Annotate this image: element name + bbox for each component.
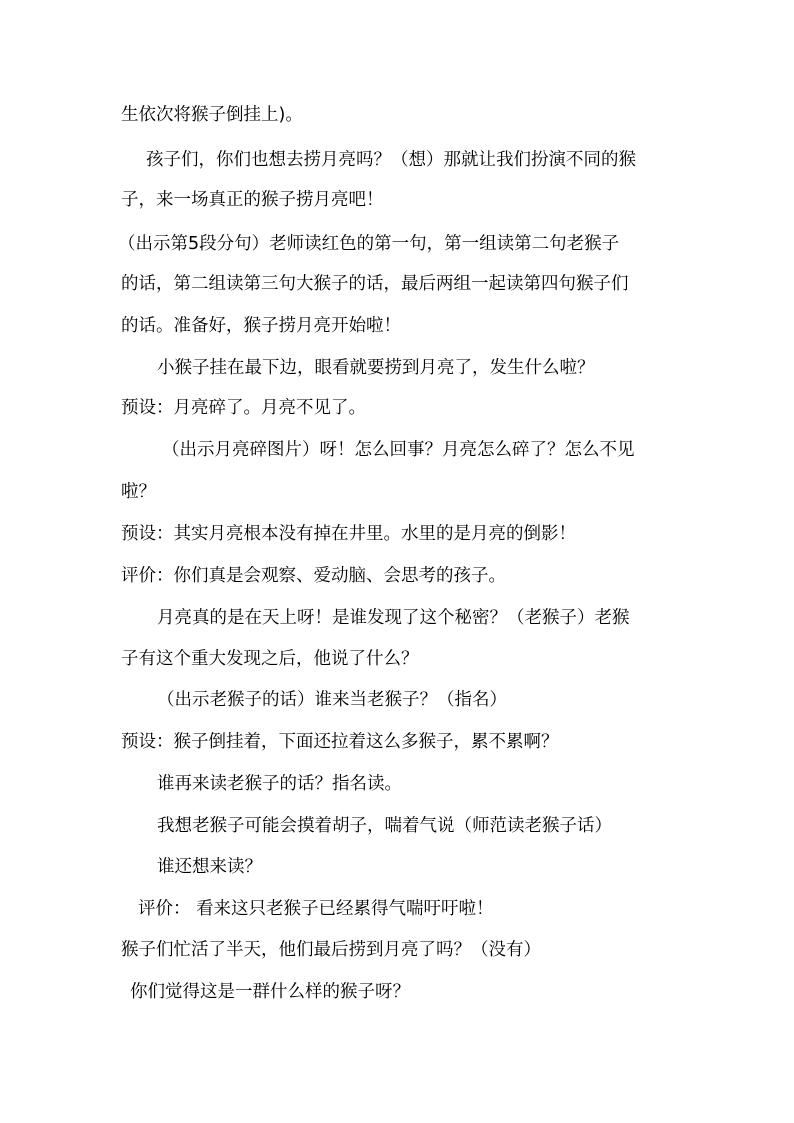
text-line-12: 评价：你们真是会观察、爱动脑、会思考的孩子。 — [121, 566, 506, 586]
text-line-6: 的话。准备好，猴子捞月亮开始啦！ — [121, 316, 401, 336]
text-line-15: （出示老猴子的话）谁来当老猴子？（指名） — [157, 690, 507, 710]
text-line-3: 子，来一场真正的猴子捞月亮吧！ — [121, 190, 384, 210]
text-line-7: 小猴子挂在最下边，眼看就要捞到月亮了，发生什么啦？ — [157, 358, 595, 378]
text-line-16: 预设：猴子倒挂着，下面还拉着这么多猴子，累不累啊？ — [121, 732, 559, 752]
text-line-17: 谁再来读老猴子的话？指名读。 — [157, 774, 402, 794]
text-line-14: 子有这个重大发现之后，他说了什么？ — [121, 649, 419, 669]
text-line-8: 预设：月亮碎了。月亮不见了。 — [121, 398, 366, 418]
text-line-9: （出示月亮碎图片）呀！怎么回事？月亮怎么碎了？怎么不见 — [162, 440, 635, 460]
text-line-18: 我想老猴子可能会摸着胡子，喘着气说（师范读老猴子话） — [157, 816, 612, 836]
text-line-22: 你们觉得这是一群什么样的猴子呀？ — [130, 982, 410, 1002]
text-line-20: 评价： 看来这只老猴子已经累得气喘吁吁啦！ — [138, 899, 494, 919]
text-line-5: 的话，第二组读第三句大猴子的话，最后两组一起读第四句猴子们 — [121, 274, 629, 294]
text-line-11: 预设：其实月亮根本没有掉在井里。水里的是月亮的倒影！ — [121, 524, 576, 544]
text-line-13: 月亮真的是在天上呀！是谁发现了这个秘密？（老猴子）老猴 — [157, 608, 630, 628]
text-line-10: 啦？ — [121, 482, 156, 502]
text-line-1: 生依次将猴子倒挂上)。 — [121, 105, 303, 125]
text-line-19: 谁还想来读？ — [157, 857, 262, 877]
text-line-21: 猴子们忙活了半天，他们最后捞到月亮了吗？（没有） — [121, 940, 541, 960]
text-line-2: 孩子们，你们也想去捞月亮吗？（想）那就让我们扮演不同的猴 — [146, 150, 636, 170]
text-line-4: （出示第5段分句）老师读红色的第一句，第一组读第二句老猴子 — [118, 234, 620, 254]
